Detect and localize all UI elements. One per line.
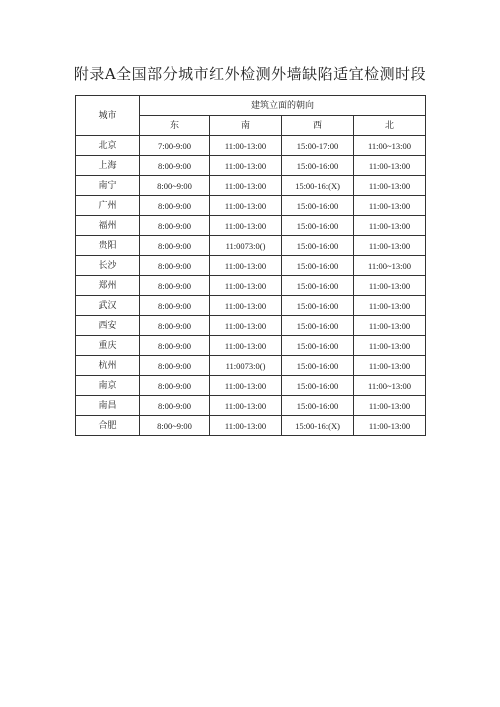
city-column-header: 城市 [76, 96, 140, 136]
time-cell-west: 15:00-16:00 [282, 236, 354, 256]
time-cell-east: 7:00-9:00 [140, 136, 210, 156]
city-cell: 西安 [76, 316, 140, 336]
time-cell-west: 15:00-16:00 [282, 356, 354, 376]
time-cell-south: 11:00-13:00 [210, 316, 282, 336]
time-cell-south: 11:00-13:00 [210, 376, 282, 396]
direction-header-west: 西 [282, 116, 354, 136]
time-cell-west: 15:00-16:00 [282, 276, 354, 296]
table-row [76, 256, 426, 276]
time-cell-east: 8:00-9:00 [140, 236, 210, 256]
city-cell: 南昌 [76, 396, 140, 416]
time-cell-west: 15:00-16:(X) [282, 176, 354, 196]
time-cell-west: 15:00-16:00 [282, 396, 354, 416]
city-cell: 南宁 [76, 176, 140, 196]
time-cell-east: 8:00-9:00 [140, 376, 210, 396]
inspection-time-table [75, 95, 426, 436]
table-row [76, 216, 426, 236]
city-cell: 重庆 [76, 336, 140, 356]
time-cell-south: 11:00-13:00 [210, 216, 282, 236]
time-cell-south: 11:00-13:00 [210, 416, 282, 436]
direction-header-north: 北 [354, 116, 426, 136]
city-cell: 北京 [76, 136, 140, 156]
time-cell-west: 15:00-16:00 [282, 336, 354, 356]
time-cell-south: 11:0073:0() [210, 356, 282, 376]
time-cell-north: 11:00~13:00 [354, 256, 426, 276]
table-row [76, 336, 426, 356]
time-cell-west: 15:00-16:00 [282, 196, 354, 216]
time-cell-north: 11:00-13:00 [354, 396, 426, 416]
city-cell: 上海 [76, 156, 140, 176]
time-cell-south: 11:0073:0() [210, 236, 282, 256]
table-row [76, 396, 426, 416]
time-cell-east: 8:00~9:00 [140, 176, 210, 196]
city-cell: 武汉 [76, 296, 140, 316]
city-cell: 杭州 [76, 356, 140, 376]
time-cell-north: 11:00-13:00 [354, 276, 426, 296]
time-cell-east: 8:00-9:00 [140, 216, 210, 236]
time-cell-north: 11:00-13:00 [354, 336, 426, 356]
table-row [76, 196, 426, 216]
table-row [76, 356, 426, 376]
orientation-group-header: 建筑立面的朝向 [140, 96, 426, 116]
city-cell: 广州 [76, 196, 140, 216]
time-cell-north: 11:00-13:00 [354, 236, 426, 256]
table-row [76, 136, 426, 156]
direction-header-east: 东 [140, 116, 210, 136]
table-row [76, 376, 426, 396]
time-cell-east: 8:00-9:00 [140, 276, 210, 296]
time-cell-south: 11:00-13:00 [210, 136, 282, 156]
table-row [76, 176, 426, 196]
time-cell-west: 15:00-16:00 [282, 316, 354, 336]
time-cell-south: 11:00-13:00 [210, 336, 282, 356]
time-cell-south: 11:00-13:00 [210, 196, 282, 216]
time-cell-north: 11:00~13:00 [354, 136, 426, 156]
time-cell-west: 15:00-16:00 [282, 376, 354, 396]
direction-header-south: 南 [210, 116, 282, 136]
time-cell-east: 8:00-9:00 [140, 256, 210, 276]
city-cell: 福州 [76, 216, 140, 236]
city-cell: 贵阳 [76, 236, 140, 256]
time-cell-north: 11:00-13:00 [354, 156, 426, 176]
time-cell-east: 8:00-9:00 [140, 356, 210, 376]
time-cell-east: 8:00-9:00 [140, 316, 210, 336]
time-cell-west: 15:00-16:00 [282, 216, 354, 236]
time-cell-east: 8:00-9:00 [140, 296, 210, 316]
table-row [76, 316, 426, 336]
time-cell-west: 15:00-16:00 [282, 296, 354, 316]
table-body [76, 136, 426, 436]
time-cell-south: 11:00-13:00 [210, 256, 282, 276]
time-cell-north: 11:00-13:00 [354, 196, 426, 216]
time-cell-east: 8:00-9:00 [140, 156, 210, 176]
time-cell-north: 11:00-13:00 [354, 296, 426, 316]
time-cell-north: 11:00-13:00 [354, 316, 426, 336]
city-cell: 长沙 [76, 256, 140, 276]
time-cell-east: 8:00-9:00 [140, 336, 210, 356]
time-cell-south: 11:00-13:00 [210, 156, 282, 176]
time-cell-north: 11:00-13:00 [354, 176, 426, 196]
time-cell-west: 15:00-16:00 [282, 156, 354, 176]
table-row [76, 416, 426, 436]
time-cell-east: 8:00-9:00 [140, 196, 210, 216]
time-cell-west: 15:00-17:00 [282, 136, 354, 156]
time-cell-north: 11:00-13:00 [354, 416, 426, 436]
time-cell-east: 8:00~9:00 [140, 416, 210, 436]
time-cell-north: 11:00-13:00 [354, 216, 426, 236]
city-cell: 郑州 [76, 276, 140, 296]
time-cell-south: 11:00-13:00 [210, 296, 282, 316]
page-title: 附录A全国部分城市红外检测外墙缺陷适宜检测时段 [73, 65, 427, 83]
time-cell-west: 15:00-16:00 [282, 256, 354, 276]
time-cell-south: 11:00-13:00 [210, 396, 282, 416]
table-row [76, 236, 426, 256]
city-cell: 南京 [76, 376, 140, 396]
table-row [76, 276, 426, 296]
city-cell: 合肥 [76, 416, 140, 436]
table-row [76, 296, 426, 316]
time-cell-north: 11:00-13:00 [354, 356, 426, 376]
time-cell-north: 11:00~13:00 [354, 376, 426, 396]
table-row [76, 156, 426, 176]
time-cell-west: 15:00-16:(X) [282, 416, 354, 436]
time-cell-south: 11:00-13:00 [210, 176, 282, 196]
time-cell-south: 11:00-13:00 [210, 276, 282, 296]
time-cell-east: 8:00-9:00 [140, 396, 210, 416]
